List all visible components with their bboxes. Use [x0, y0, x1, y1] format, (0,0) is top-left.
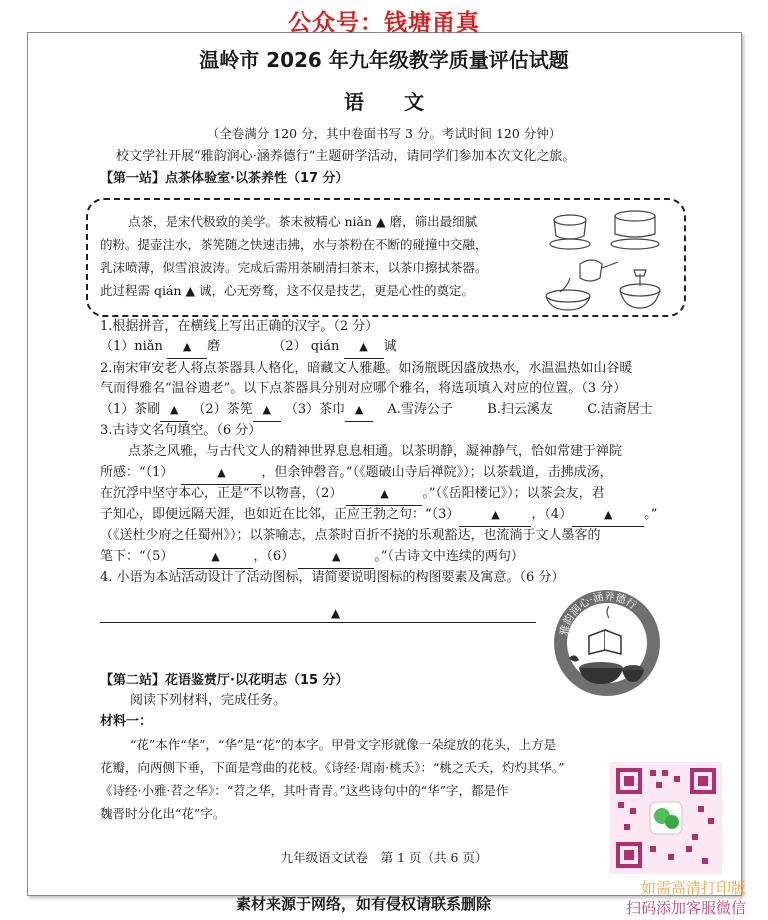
page-footer: 九年级语文试卷 第 1 页（共 6 页）	[280, 850, 488, 865]
q3-line-2: 所感：“（1） ▲ ，但余钟磬音。”（《题破山寺后禅院》）；以茶载道，击拂成汤，	[100, 462, 613, 485]
material1-line-1: “花”本作“华”，“华”是“花”的本字。甲骨文字形就像一朵绽放的花头，上方是	[130, 737, 557, 752]
q4-text: 4. 小语为本站活动设计了活动图标，请简要说明图标的构图要素及寓意。（6 分）	[100, 570, 565, 585]
q4-answer-line[interactable]	[100, 622, 536, 623]
q2-line-2: 气而得雅名“温谷遗老”。以下点茶器具分别对应哪个雅名，将选项填入对应的位置。（3 分）	[100, 381, 627, 396]
tea-utensils-illustration	[540, 204, 670, 312]
q2-blank-2[interactable]: ▲	[253, 399, 281, 422]
q3-blank-6[interactable]: ▲	[298, 546, 374, 569]
material1-label: 材料一：	[100, 714, 153, 729]
promo-text	[626, 878, 746, 918]
material1-line-4: 魏晋时分化出“花”字。	[100, 806, 226, 821]
q3-blank-2[interactable]: ▲	[346, 483, 422, 506]
q3-blank-5[interactable]: ▲	[177, 546, 253, 569]
intro-text: 校文学社开展“雅韵润心·涵养德行”主题研学活动，请同学们参加本次文化之旅。	[116, 149, 576, 164]
q3-line-3: 在沉浮中坚守本心，正是“不以物喜，（2） ▲ 。”（《岳阳楼记》）；以茶会友，君	[100, 483, 605, 506]
q1-text: 1.根据拼音，在横线上写出正确的汉字。（2 分）	[100, 319, 379, 334]
q1-blank-1[interactable]: ▲	[167, 336, 207, 359]
q1-answer-row: （1）niǎn ▲ 磨 （2） qián ▲ 诚	[100, 336, 397, 359]
promo-line-1: 如需高清打印版	[640, 879, 746, 897]
q3-blank-1[interactable]: ▲	[181, 462, 261, 485]
q3-line-4: 子知心，即便远隔天涯，也如近在比邻，正应王勃之句：“（3） ▲ ，（4） ▲ 。”	[100, 504, 657, 527]
station2-heading: 【第二站】花语鉴赏厅·以花明志（15 分）	[100, 673, 349, 688]
box-line-3: 乳沫喷薄，似雪浪波涛。完成后需用茶刷清扫茶末，以茶巾擦拭茶器。	[100, 260, 488, 275]
q3-blank-4[interactable]: ▲	[572, 504, 644, 527]
station2-read: 阅读下列材料，完成任务。	[130, 693, 287, 708]
activity-icon	[549, 588, 665, 698]
exam-title: 温岭市 2026 年九年级教学质量评估试题	[199, 48, 569, 72]
q3-blank-3[interactable]: ▲	[459, 504, 531, 527]
option-c: C.洁斋居士	[587, 402, 653, 417]
q4-answer-mark: ▲	[331, 606, 341, 620]
subject-title: 语文	[344, 90, 464, 114]
option-a: A.雪涛公子	[387, 402, 453, 417]
box-line-2: 的粉。提壶注水，茶筅随之快速击拂，水与茶粉在不断的碰撞中交融，	[100, 237, 488, 252]
copyright-note: 素材来源于网络，如有侵权请联系删除	[236, 895, 492, 913]
material1-line-2: 花瓣，向两侧下垂，下面是弯曲的花枝。《诗经·周南·桃夭》：“桃之夭夭，灼灼其华。”	[100, 760, 565, 775]
option-b: B.扫云溪友	[487, 402, 553, 417]
station1-heading: 【第一站】点茶体验室·以茶养性（17 分）	[100, 171, 349, 186]
q3-line-6: 笔下：“（5） ▲ ，（6） ▲ 。”（古诗文中连续的两句）	[100, 546, 524, 569]
q1-item-1: （1）niǎn	[100, 339, 163, 354]
q3-line-1: 点茶之风雅，与古代文人的精神世界息息相通。以茶明静，凝神静气，恰如常建于禅院	[128, 444, 623, 459]
q3-line-5: （《送杜少府之任蜀州》）；以茶喻志，点茶时百折不挠的乐观豁达，也流淌于文人墨客的	[100, 528, 601, 543]
q2-blank-1[interactable]: ▲	[160, 399, 188, 422]
q3-text: 3.古诗文名句填空。（6 分）	[100, 423, 262, 438]
q2-blank-3[interactable]: ▲	[345, 399, 373, 422]
exam-note: （全卷满分 120 分，其中卷面书写 3 分。考试时间 120 分钟）	[206, 126, 562, 141]
q2-line-1: 2.南宋审安老人将点茶器具人格化，暗藏文人雅趣。如汤瓶既因盛放热水，水温温热如山谷暖	[100, 361, 633, 376]
q1-blank-2[interactable]: ▲	[344, 336, 384, 359]
q1-item-2: （2） qián	[272, 339, 340, 354]
q2-answer-row: （1）茶刷 ▲ （2）茶筅 ▲ （3）茶巾 ▲ A.雪涛公子 B.扫云溪友 C.洁斋居士	[100, 399, 653, 422]
promo-line-2: 扫码添加客服微信	[625, 899, 746, 917]
box-line-4: 此过程需 qián ▲ 诚，心无旁骛，这不仅是技艺，更是心性的奠定。	[100, 283, 475, 298]
icon-text: 雅韵润心·涵养德行	[558, 590, 639, 637]
material1-line-3: 《诗经·小雅·苕之华》：“苕之华，其叶青青。”这些诗句中的“华”字，都是作	[100, 783, 509, 798]
box-line-1: 点茶，是宋代极致的美学。茶末被精心 niǎn ▲ 磨，筛出最细腻	[128, 214, 478, 229]
watermark-top: 公众号：钱塘甬真	[288, 10, 480, 36]
